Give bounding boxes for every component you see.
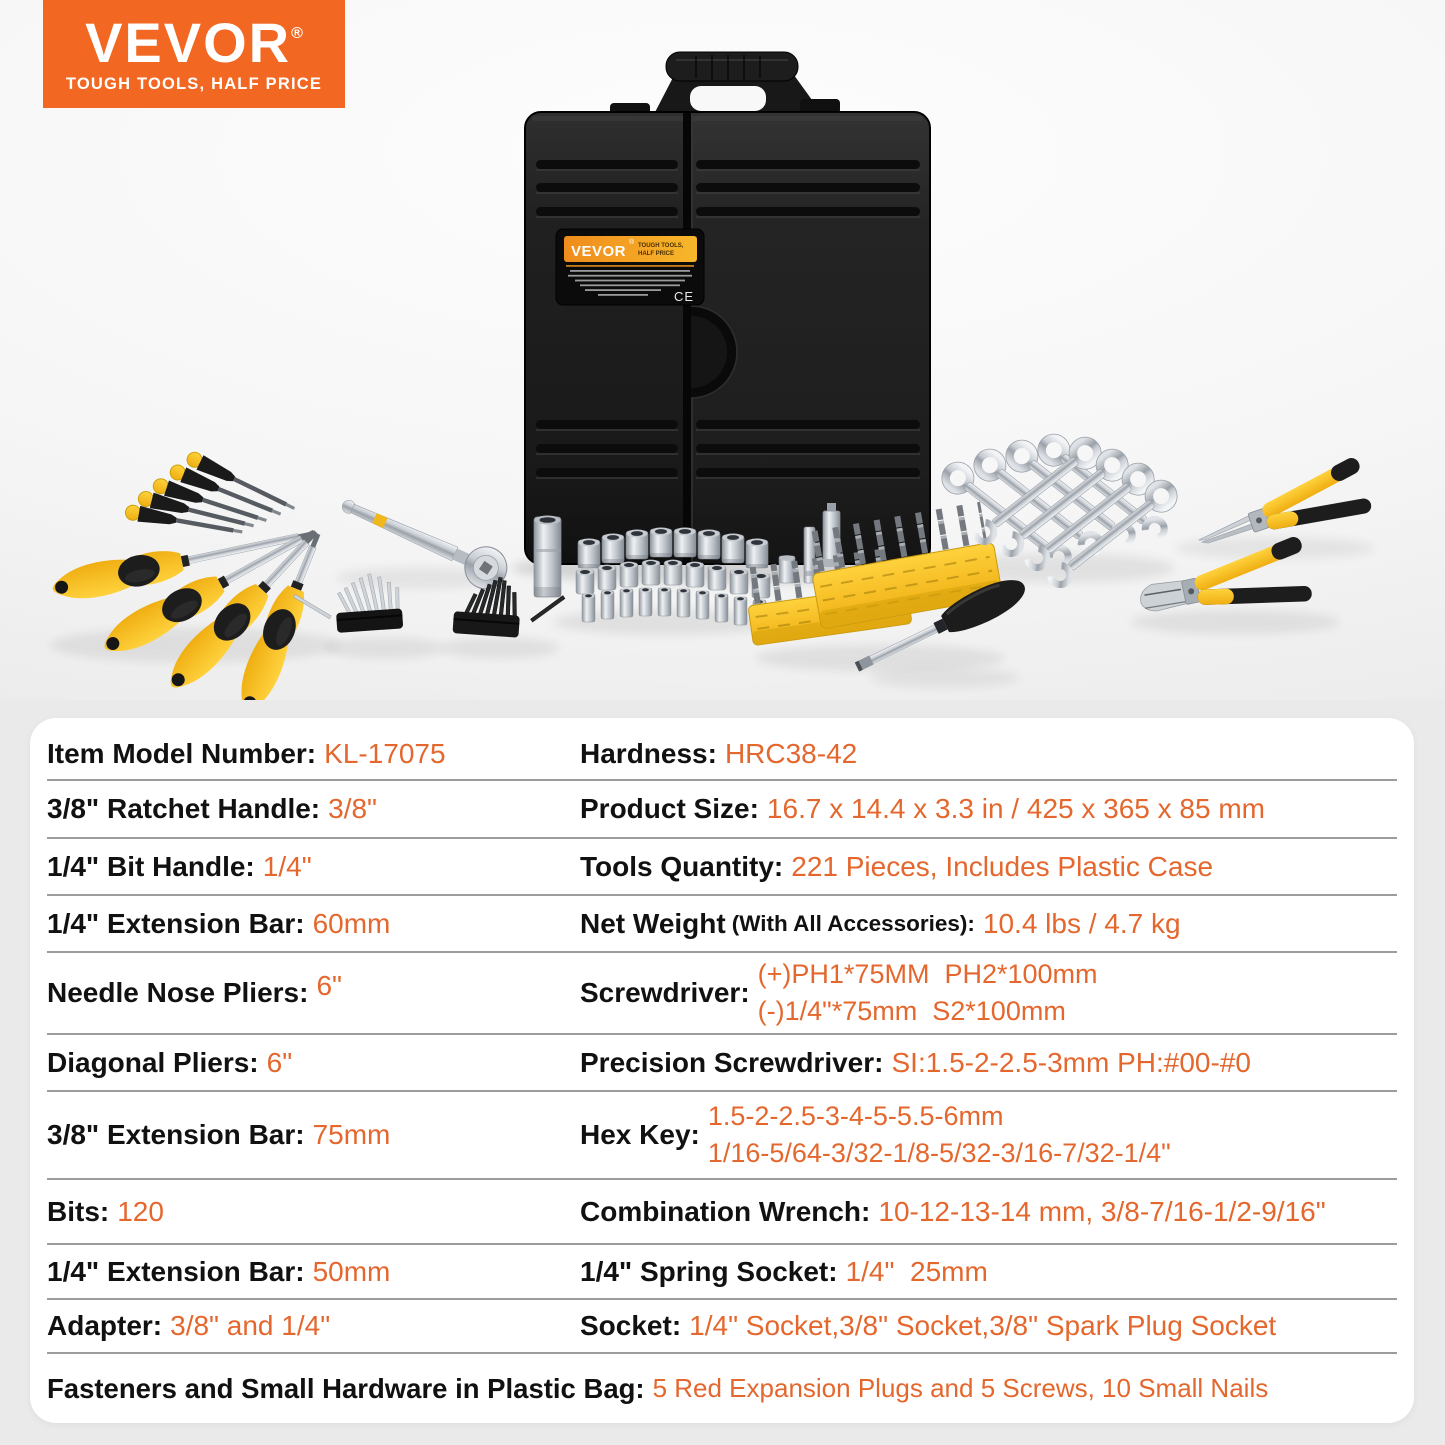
spec-row-bits [47,1180,1397,1245]
screwdriver-set [49,517,334,700]
spec-cell [47,793,580,825]
spec-row-fasteners [47,1354,1397,1423]
sticker-tagline-line2: HALF PRICE [638,251,674,257]
spec-value: KL-17075 [324,737,446,769]
sticker-brand-text: VEVOR [571,243,627,260]
spec-cell [47,908,580,940]
spec-value: SI:1.5-2-2.5-3mm PH:#00-#0 [891,1046,1251,1078]
spec-row-extension-60 [47,896,1397,953]
spec-label: Fasteners and Small Hardware in Plastic Bag: [47,1372,645,1404]
registered-mark: ® [291,25,303,42]
spec-value: 1/4" [262,850,312,882]
spec-value: HRC38-42 [724,737,858,769]
spec-label: 3/8" Ratchet Handle: [47,793,321,824]
spec-value: 3/8" [328,793,377,824]
spec-label-small: (With All Accessories): [731,910,975,936]
spark-plug-socket [534,516,561,598]
spec-cell [580,1047,1397,1079]
spec-label: Adapter: [47,1310,163,1341]
case-handle [652,52,825,118]
spec-label: Needle Nose Pliers: [47,977,309,1008]
case-sticker [556,229,704,305]
spec-label: Combination Wrench: [580,1195,871,1227]
spec-row-bit-handle [47,839,1397,896]
spec-label: 3/8" Extension Bar: [47,1119,305,1150]
spec-cell [47,1256,580,1288]
spec-label: 1/4" Extension Bar: [47,1255,305,1287]
spec-label: Product Size: [580,793,759,824]
spec-label: Hex Key: [580,1119,700,1150]
spec-row-model [47,718,1397,781]
spec-value: 6" [266,1046,293,1078]
spec-cell [580,793,1397,825]
spec-row-screwdriver [47,953,1397,1035]
spec-value: 3/8" and 1/4" [170,1310,331,1341]
spec-value-group [708,1098,1171,1172]
brand-logo [43,0,345,108]
product-photo [0,0,1445,700]
spec-value: 16.7 x 14.4 x 3.3 in / 425 x 365 x 85 mm [766,793,1265,824]
spec-label: Diagonal Pliers: [47,1046,259,1078]
sticker-registered-mark: ® [629,239,635,246]
spec-label: Precision Screwdriver: [580,1046,884,1078]
spec-cell [580,851,1397,883]
spec-cell [580,1256,1397,1288]
spec-label: 1/4" Bit Handle: [47,850,255,882]
spec-cell [47,970,580,1009]
spec-label: 1/4" Spring Socket: [580,1255,838,1287]
spec-value: 6" [316,970,342,1001]
case-split [683,113,691,563]
spec-label: Item Model Number: [47,737,317,769]
spec-value: 1/4" 25mm [845,1255,988,1287]
spec-value: 50mm [312,1255,391,1287]
spec-label: Socket: [580,1310,682,1341]
spec-label: Bits: [47,1195,110,1227]
spec-label: Screwdriver: [580,977,750,1008]
spec-value: 60mm [312,907,391,939]
spec-row-extension-50 [47,1245,1397,1300]
spec-cell [580,1310,1397,1342]
spec-cell [580,908,1397,940]
spec-value: 1.5-2-2.5-3-4-5-5.5-6mm [707,1101,1004,1131]
spec-value-group [758,956,1098,1030]
spec-cell [47,851,580,883]
spec-value: 221 Pieces, Includes Plastic Case [791,850,1214,882]
spec-value: (-)1/4"*75mm S2*100mm [757,996,1066,1026]
spec-cell [580,1196,1397,1228]
spec-value: 1/16-5/64-3/32-1/8-5/32-3/16-7/32-1/4" [707,1138,1171,1168]
spec-cell [47,1119,580,1151]
spec-value: (+)PH1*75MM PH2*100mm [757,959,1098,989]
brand-tagline: TOUGH TOOLS, HALF PRICE [65,75,323,93]
sticker-tagline-line1: TOUGH TOOLS, [638,243,684,249]
spec-value: 10-12-13-14 mm, 3/8-7/16-1/2-9/16" [878,1195,1326,1227]
spec-label: 1/4" Extension Bar: [47,907,305,939]
spec-cell [47,1310,580,1342]
spec-cell [47,738,580,770]
spec-value: 10.4 lbs / 4.7 kg [982,907,1181,939]
tool-case [525,52,930,564]
spec-value: 75mm [312,1119,391,1150]
spec-label: Hardness: [580,737,717,769]
spec-value: 120 [117,1195,164,1227]
precision-screwdriver-set [124,449,298,540]
specs-panel [30,718,1414,1423]
spec-cell [47,1196,580,1228]
spec-label: Tools Quantity: [580,850,784,882]
spec-cell [47,1047,580,1079]
spec-row-adapter [47,1300,1397,1354]
spec-row-hex-key [47,1092,1397,1180]
brand-logo-text: VEVOR® [85,11,303,74]
spec-row-ratchet [47,781,1397,839]
spec-cell [580,956,1397,1030]
spec-value: 1/4" Socket,3/8" Socket,3/8" Spark Plug Socket [689,1310,1277,1341]
spec-row-precision [47,1035,1397,1092]
spec-label: Net Weight [580,907,726,939]
ce-mark: CE [674,289,695,304]
spec-cell [580,1098,1397,1172]
spec-value: 5 Red Expansion Plugs and 5 Screws, 10 Small Nails [652,1373,1269,1403]
spec-cell [580,738,1397,770]
